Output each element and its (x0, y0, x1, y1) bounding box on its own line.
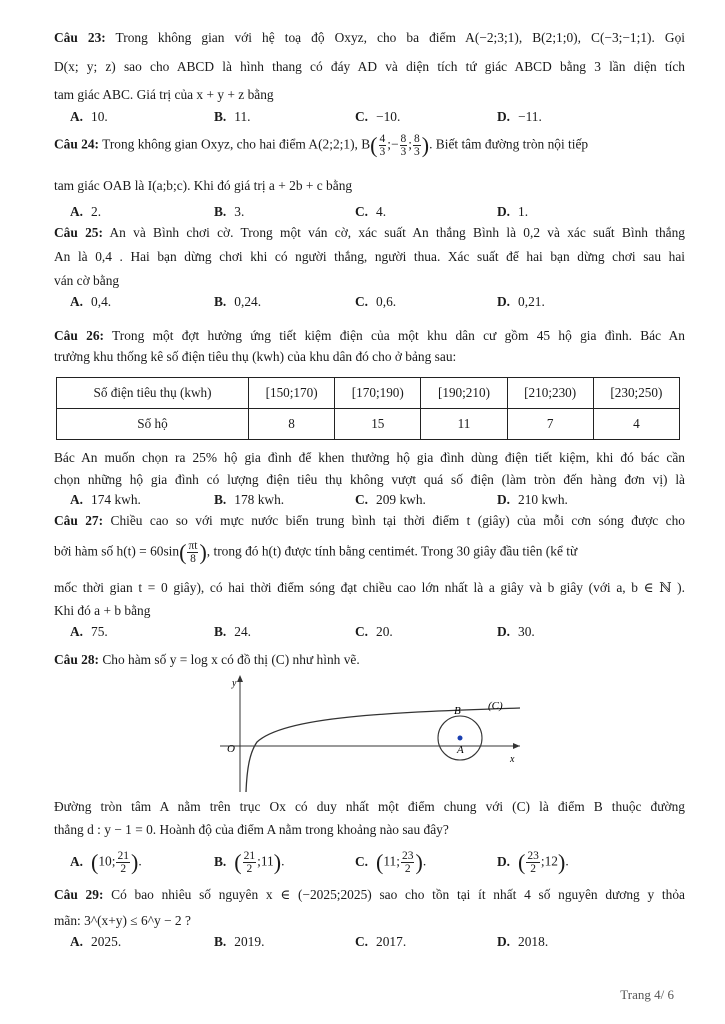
table-cell: 7 (507, 409, 593, 440)
table-cell: 15 (335, 409, 421, 440)
q23-line1 (54, 30, 685, 46)
q25-option-b[interactable]: B. 0,24. (214, 294, 262, 309)
q24-option-c[interactable]: C. 4. (355, 204, 387, 219)
page-number: Trang 4/ 6 (620, 987, 674, 1002)
q26-head: Câu 26: (54, 328, 104, 343)
q24-options (0, 204, 725, 222)
q26-option-b[interactable]: B. 178 kwh. (214, 492, 285, 507)
table-cell: 11 (421, 409, 507, 440)
point-a-label: A (457, 744, 464, 756)
x-label: x (510, 754, 515, 765)
q23-line2: D(x; y; z) sao cho ABCD là hình thang có đáy AD và diện tích tứ giác ABCD bằng 3 lần diện tích (54, 59, 685, 74)
q23-text: Trong không gian với hệ toạ độ Oxyz, cho ba điểm A(−2;3;1), B(2;1;0), C(−3;−1;1). Gọi (105, 30, 685, 45)
point-a (458, 736, 463, 741)
q24-head: Câu 24: (54, 136, 100, 152)
q29-option-a[interactable]: A. 2025. (70, 934, 122, 949)
q27-option-d[interactable]: D. 30. (497, 624, 535, 639)
q27-head: Câu 27: (54, 513, 104, 528)
q28-option-c[interactable]: C. (11; $\frac{23}{2}$ ). (355, 849, 427, 876)
q27-line2: bởi hàm số h(t) = 60sin( $\frac{\pi t}{8}$ ), trong đó h(t) được tính bằng centimét. Trong 30 giây đầu tiên (kể từ (54, 539, 578, 566)
q28-option-a[interactable]: A. (10; $\frac{21}{2}$ ). (70, 849, 142, 876)
q27-options (0, 624, 725, 642)
curve-label: (C) (488, 700, 503, 712)
q25-options (0, 294, 725, 312)
q26-line2: trưởng khu thống kê số điện tiêu thụ (kwh) của khu dân đó cho ở bảng sau: (54, 349, 457, 364)
origin-label: O (227, 743, 235, 755)
table-cell: 4 (593, 409, 679, 440)
q28-option-d[interactable]: D. ( $\frac{23}{2}$ ;12). (497, 849, 569, 876)
q25-head: Câu 25: (54, 225, 103, 240)
q28-line1: Câu 28: Cho hàm số y = log x có đồ thị (C) như hình vẽ. (54, 652, 360, 667)
q25-line1: Câu 25: An và Bình chơi cờ. Trong một ván cờ, xác suất An thắng Bình là 0,2 và xác suất Bình thắng (54, 225, 686, 240)
table-row (57, 409, 680, 440)
table-cell: 8 (249, 409, 335, 440)
q24-line2: tam giác OAB là I(a;b;c). Khi đó giá trị a + 2b + c bằng (54, 178, 353, 193)
q25-option-a[interactable]: A. 0,4. (70, 294, 112, 309)
q27-option-b[interactable]: B. 24. (214, 624, 252, 639)
table-cell: Số điện tiêu thụ (kwh) (57, 378, 249, 409)
q29-option-c[interactable]: C. 2017. (355, 934, 407, 949)
q27-frac: $\frac{\pi t}{8}$ (188, 540, 198, 566)
q25-option-d[interactable]: D. 0,21. (497, 294, 545, 309)
q29-option-d[interactable]: D. 2018. (497, 934, 549, 949)
q29-options (0, 934, 725, 952)
q27-line1: Câu 27: Chiều cao so với mực nước biển trung bình tại thời điểm t (giây) của mỗi cơn sóng được cho (54, 513, 685, 528)
q29-line1: Câu 29: Có bao nhiêu số nguyên x ∈ (−2025;2025) sao cho tồn tại ít nhất 4 số nguyên dương y thỏa (54, 887, 685, 902)
q27-line4: Khi đó a + b bằng (54, 603, 151, 618)
q28-line3: thẳng d : y − 1 = 0. Hoành độ của điểm A nằm trong khoảng nào sau đây? (54, 822, 449, 837)
q24-frac-3: $\frac{8}{3}$ (414, 133, 420, 159)
table-cell: [230;250) (593, 378, 679, 409)
q23-head: Câu 23: (54, 30, 106, 45)
q23-option-b[interactable]: B. 11. (214, 109, 251, 124)
q24-option-a[interactable]: A. 2. (70, 204, 102, 219)
q29-option-b[interactable]: B. 2019. (214, 934, 265, 949)
q26-line3: Bác An muốn chọn ra 25% hộ gia đình để khen thưởng hộ gia đình dùng điện tiết kiệm, khi đó bác cần (54, 450, 685, 465)
electricity-table (56, 377, 680, 440)
q26-line4: chọn những hộ gia đình có lượng điện tiêu thụ không vượt quá số điện (làm tròn đến hàng đơn vị) là (54, 472, 685, 487)
table-cell: [150;170) (249, 378, 335, 409)
q26-option-a[interactable]: A. 174 kwh. (70, 492, 141, 507)
log-graph (220, 672, 530, 792)
table-cell: [170;190) (335, 378, 421, 409)
q28-line2: Đường tròn tâm A nằm trên trục Ox có duy nhất một điểm chung với (C) là điểm B thuộc đường (54, 799, 685, 814)
table-cell: [210;230) (507, 378, 593, 409)
q23-option-a[interactable]: A. 10. (70, 109, 108, 124)
q25-option-c[interactable]: C. 0,6. (355, 294, 397, 309)
q28-option-b[interactable]: B. ( $\frac{21}{2}$ ;11). (214, 849, 285, 876)
q25-line3: ván cờ bằng (54, 273, 120, 288)
q29-head: Câu 29: (54, 887, 104, 902)
q27-line3: mốc thời gian t = 0 giây), có hai thời điểm sóng đạt chiều cao lớn nhất là a giây và b giây (với a, b ∈ ℕ ). (54, 580, 685, 595)
q23-options (0, 109, 725, 127)
q24-frac-1: $\frac{4}{3}$ (379, 133, 386, 159)
q26-options (0, 492, 725, 510)
table-cell: Số hộ (57, 409, 249, 440)
q28-head: Câu 28: (54, 652, 100, 667)
q25-line2: An là 0,4 . Hai bạn dừng chơi khi có người thắng, người thua. Xác suất để hai bạn dừng chơi sau hai (54, 249, 685, 264)
q24-frac-2: $\frac{8}{3}$ (400, 133, 407, 159)
q24-option-d[interactable]: D. 1. (497, 204, 529, 219)
q28-options (0, 850, 725, 880)
table-cell: [190;210) (421, 378, 507, 409)
y-label: y (232, 678, 237, 689)
q29-line2: mãn: 3^(x+y) ≤ 6^y − 2 ? (54, 913, 191, 928)
q26-line1: Câu 26: Trong một đợt hưởng ứng tiết kiệm điện của một khu dân cư gồm 45 hộ gia đình. Bác An (54, 328, 685, 343)
q23-line3: tam giác ABC. Giá trị của x + y + z bằng (54, 87, 274, 102)
x-axis-arrow-icon (513, 743, 520, 749)
q23-option-c[interactable]: C. −10. (355, 109, 401, 124)
q26-option-d[interactable]: D. 210 kwh. (497, 492, 568, 507)
q27-option-a[interactable]: A. 75. (70, 624, 108, 639)
table-row (57, 378, 680, 409)
q23-option-d[interactable]: D. −11. (497, 109, 542, 124)
point-b-label: B (454, 705, 461, 717)
q27-option-c[interactable]: C. 20. (355, 624, 393, 639)
q26-option-c[interactable]: C. 209 kwh. (355, 492, 426, 507)
y-axis-arrow-icon (237, 675, 243, 682)
q24-line1: Câu 24: Trong không gian Oxyz, cho hai điểm A(2;2;1), B( $\frac{4}{3}$ ;− $\frac{8}{3}$ ; $\frac{8}{3}$ ). Biết tâm đường tròn nội tiếp (54, 132, 589, 159)
q24-option-b[interactable]: B. 3. (214, 204, 245, 219)
